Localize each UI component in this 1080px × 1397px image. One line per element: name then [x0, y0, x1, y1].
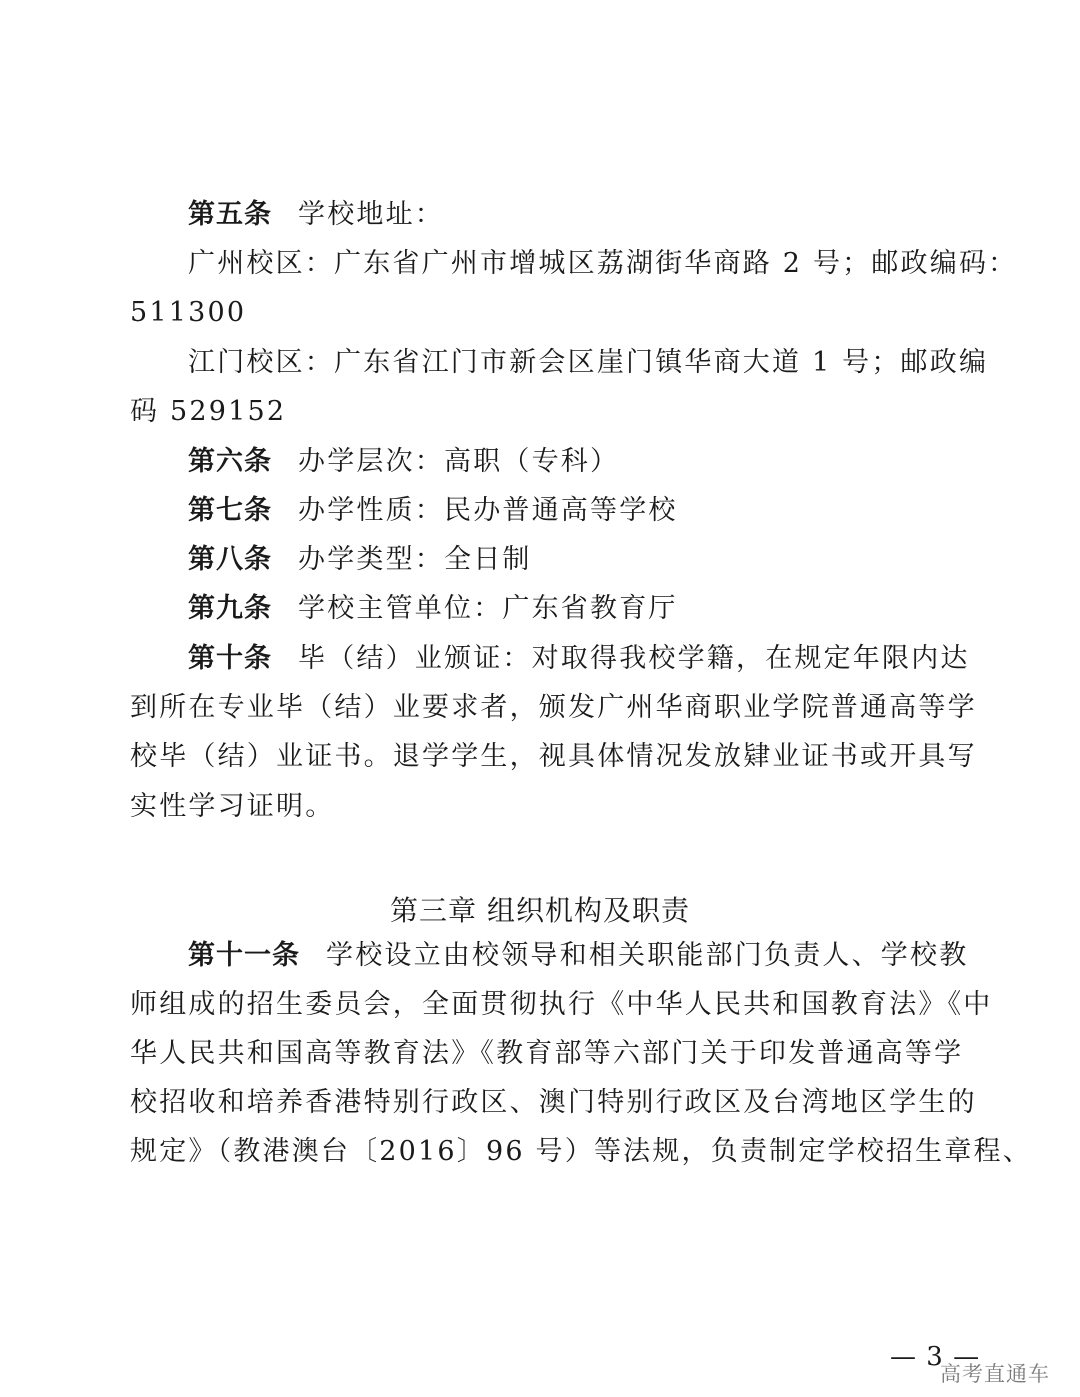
article-10-line2: 到所在专业毕（结）业要求者，颁发广州华商职业学院普通高等学 — [130, 692, 977, 723]
article-label: 第六条 — [188, 446, 272, 477]
watermark: 高考直通车 — [940, 1362, 1050, 1386]
article-text: 办学层次：高职（专科） — [298, 446, 620, 477]
article-10-line3: 校毕（结）业证书。退学学生，视具体情况发放肄业证书或开具写 — [130, 741, 977, 772]
article-label: 第九条 — [188, 593, 272, 624]
article-6 — [188, 444, 960, 480]
article-label: 第十条 — [188, 643, 272, 674]
article-text: 办学类型：全日制 — [298, 544, 532, 575]
article-11-line1 — [188, 938, 969, 974]
article-text: 学校主管单位：广东省教育厅 — [298, 593, 678, 624]
guangzhou-campus-line2: 511300 — [130, 297, 247, 328]
article-10-line4: 实性学习证明。 — [130, 791, 335, 822]
article-9 — [188, 591, 960, 627]
article-7 — [188, 493, 960, 529]
guangzhou-campus-line1: 广州校区：广东省广州市增城区荔湖街华商路 2 号；邮政编码： — [188, 248, 1018, 279]
article-11-line2: 师组成的招生委员会，全面贯彻执行《中华人民共和国教育法》《中 — [130, 989, 993, 1020]
article-8 — [188, 542, 960, 578]
article-label: 第八条 — [188, 544, 272, 575]
article-text: 学校地址： — [298, 199, 444, 230]
article-11-line5: 规定》（教港澳台〔2016〕96 号）等法规，负责制定学校招生章程、 — [130, 1136, 1032, 1167]
article-label: 第十一条 — [188, 940, 300, 971]
article-11-line3: 华人民共和国高等教育法》《教育部等六部门关于印发普通高等学 — [130, 1038, 964, 1069]
article-text: 毕（结）业颁证：对取得我校学籍，在规定年限内达 — [298, 643, 970, 674]
article-5 — [188, 197, 960, 233]
article-label: 第五条 — [188, 199, 272, 230]
article-11-line4: 校招收和培养香港特别行政区、澳门特别行政区及台湾地区学生的 — [130, 1087, 977, 1118]
article-text: 学校设立由校领导和相关职能部门负责人、学校教 — [326, 940, 969, 971]
article-text: 办学性质：民办普通高等学校 — [298, 495, 678, 526]
jiangmen-campus-line1: 江门校区：广东省江门市新会区崖门镇华商大道 1 号；邮政编 — [188, 347, 989, 378]
article-10-line1 — [188, 641, 970, 677]
page-number: — 3 — — [890, 1342, 981, 1372]
article-label: 第七条 — [188, 495, 272, 526]
jiangmen-campus-line2: 码 529152 — [130, 396, 287, 427]
chapter-heading: 第三章 组织机构及职责 — [390, 894, 690, 927]
